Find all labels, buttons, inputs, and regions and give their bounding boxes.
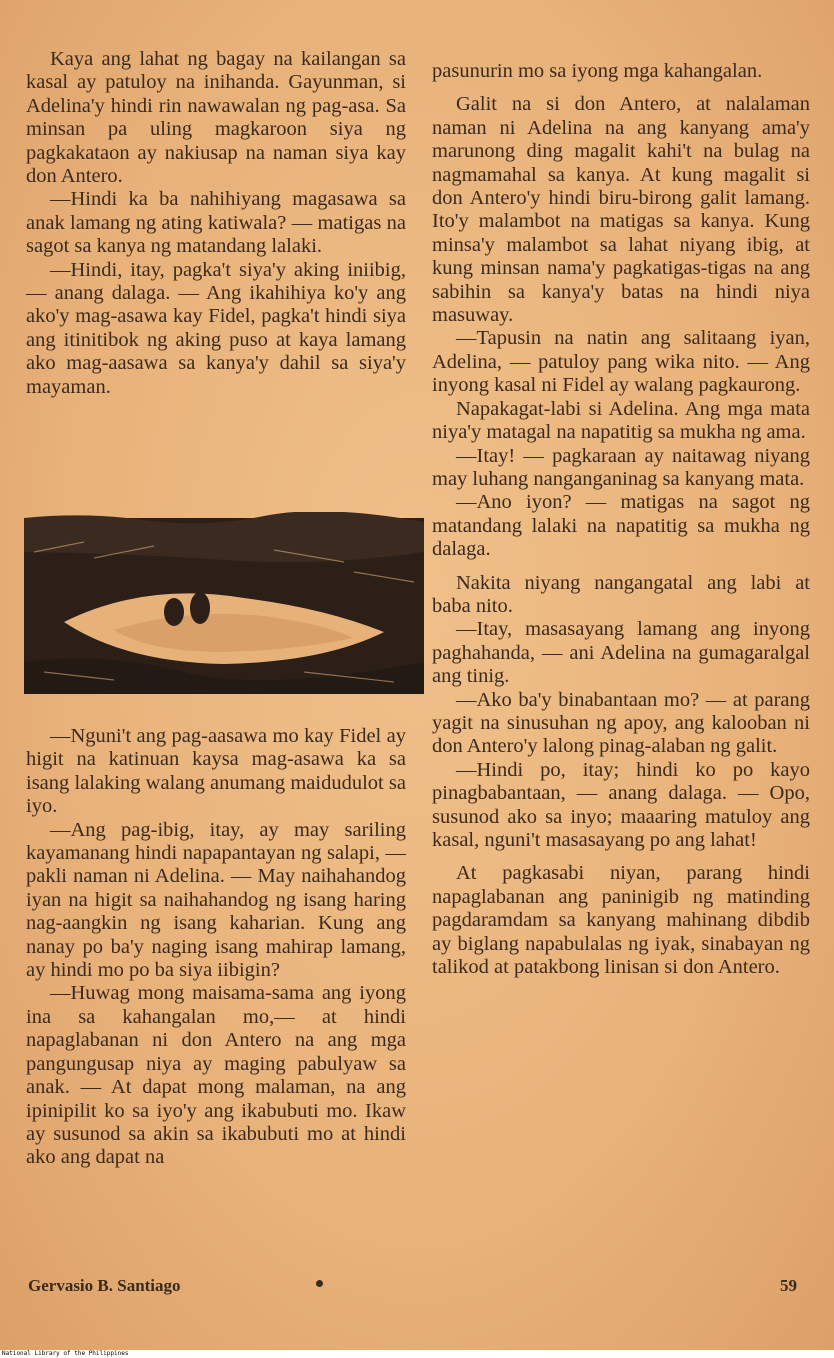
right-paragraph: Galit na si don Antero, at nalalaman naman ni Adelina na ang kanyang ama'y marunong ding magalit kahi't na bulag na nagmamahal sa kanya. At kung magalit si don Antero'y hindi biru-birong galit lamang. Ito'y malambot na matigas sa kanya. Kung minsa'y malambot sa lahat niyang ibig, at kung minsan nama'y pagkatigas-tigas na ang sabihin sa kanya'y batas na hindi niya masuway. — [432, 93, 810, 327]
left-top-paragraph: —Hindi ka ba nahihiyang magasawa sa anak lamang ng ating katiwala? — matigas na sagot sa kanya ng matandang lalaki. — [26, 188, 406, 258]
footer-bullet — [316, 1280, 323, 1287]
left-column-top — [26, 48, 406, 399]
left-bottom-paragraph: —Huwag mong maisama-sama ang iyong ina sa kahangalan mo,— at hindi napaglabanan ni don Antero na ang mga pangungusap niya ay maging pabulyaw sa anak. — At dapat mong malaman, na ang ipinipilit ko sa iyo'y ang ikabubuti mo. Ikaw ay susunod sa akin sa ikabubuti mo at hindi ako ang dapat na — [26, 982, 406, 1169]
right-paragraph: —Hindi po, itay; hindi ko po kayo pinagbabantaan, — anang dalaga. — Opo, susunod ako sa inyo; maaaring matuloy ang kasal, nguni't masasayang po ang lahat! — [432, 758, 810, 851]
right-paragraph: —Itay! — pagkaraan ay naitawag niyang may luhang nanganganinag sa kanyang mata. — [432, 444, 810, 490]
footer-author: Gervasio B. Santiago — [28, 1276, 181, 1295]
page-number: 59 — [780, 1276, 797, 1295]
woodcut-illustration — [24, 512, 424, 698]
right-paragraph: —Tapusin na natin ang salitaang iyan, Adelina, — patuloy pang wika nito. — Ang inyong kasal ni Fidel ay walang pagkaurong. — [432, 327, 810, 397]
right-paragraph: —Ano iyon? — matigas na sagot ng matandang lalaki na napatitig sa mukha ng dalaga. — [432, 491, 810, 561]
right-column — [432, 60, 810, 979]
right-paragraph: pasunurin mo sa iyong mga kahangalan. — [432, 60, 763, 82]
right-paragraph: At pagkasabi niyan, parang hindi napaglabanan ang paninigib ng matinding pagdaramdam sa kanyang mahinang dibdib ay biglang napabulalas ng iyak, sinabayan ng talikod at patakbong linisan si don Antero. — [432, 862, 810, 979]
right-paragraph: Nakita niyang nangangatal ang labi at baba nito. — [432, 571, 810, 617]
left-column-bottom — [26, 725, 406, 1170]
left-top-paragraph: —Hindi, itay, pagka't siya'y aking iniibig, — anang dalaga. — Ang ikahihiya ko'y ang ako'y mag-asawa kay Fidel, pagka't hindi siya ang itinitibok ng aking puso at kaya lamang ako mag-aasawa sa kanya'y dahil sa siya'y mayaman. — [26, 258, 406, 398]
right-paragraph: Napakagat-labi si Adelina. Ang mga mata niya'y matagal na napatitig sa mukha ng ama. — [432, 397, 810, 444]
left-bottom-paragraph: —Nguni't ang pag-aasawa mo kay Fidel ay higit na katinuan kaysa mag-asawa ka sa isang lalaking walang anumang maidudulot sa iyo. — [26, 725, 406, 818]
library-credit: National Library of the Philippines — [0, 1350, 834, 1358]
left-bottom-paragraph: —Ang pag-ibig, itay, ay may sariling kayamanang hindi napapantayan ng salapi, — pakli naman ni Adelina. — May naihahandog iyan na higit sa naihahandog ng isang haring nag-aangkin ng isang kaharian. Kung ang nanay po ba'y naging isang mahirap lamang, ay hindi mo po ba siya iibigin? — [26, 818, 406, 982]
left-top-paragraph: Kaya ang lahat ng bagay na kailangan sa kasal ay patuloy na inihanda. Gayunman, si Adelina'y hindi rin nawawalan ng pag-asa. Sa minsan pa uling magkaroon siya ng pagkakataon ay nakiusap na naman siya kay don Antero. — [26, 48, 406, 188]
right-paragraph: —Itay, masasayang lamang ang inyong paghahanda, — ani Adelina na gumagaralgal ang tinig. — [432, 618, 810, 688]
right-paragraph: —Ako ba'y binabantaan mo? — at parang yagit na sinusuhan ng apoy, ang kalooban ni don Antero'y lalong pinag-alaban ng galit. — [432, 688, 810, 758]
